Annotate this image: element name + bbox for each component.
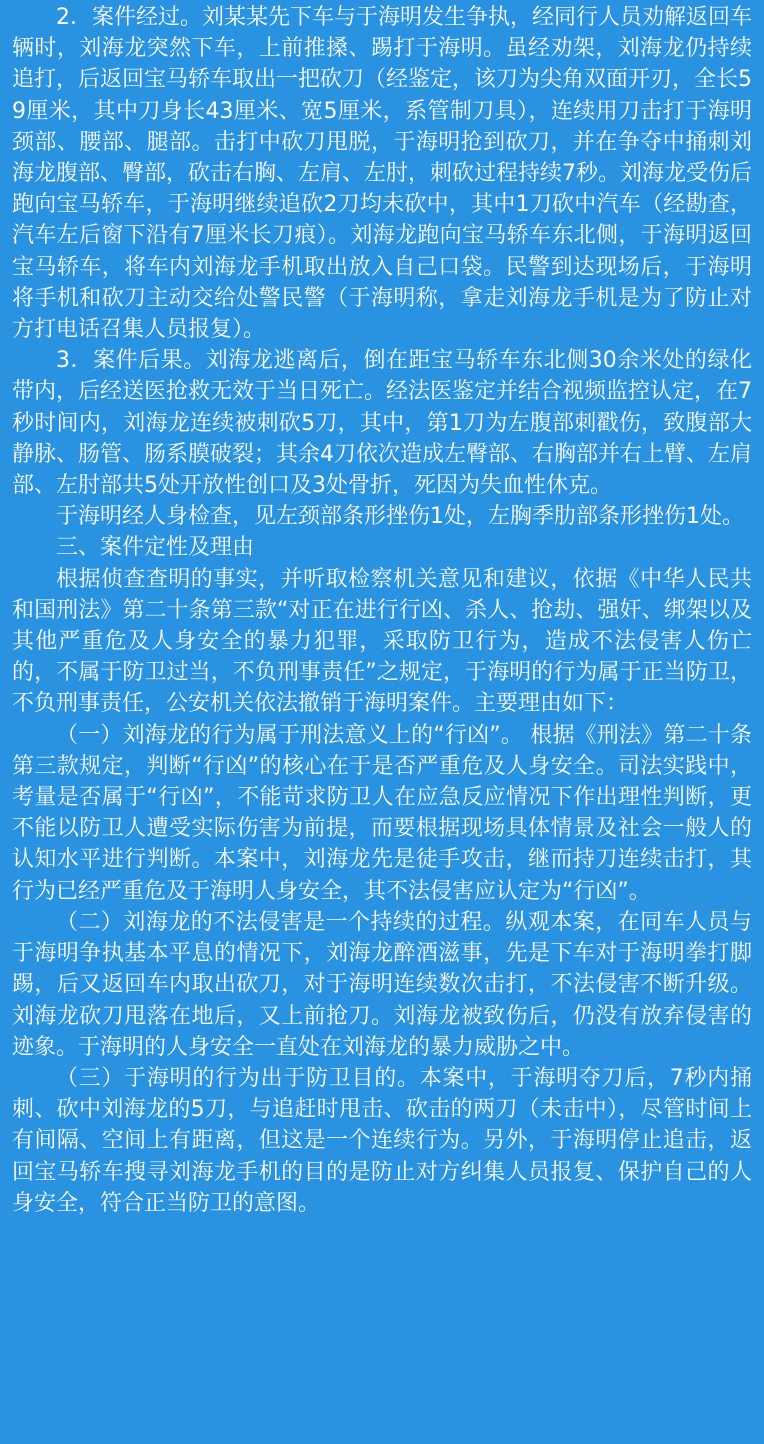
paragraph-injury-check: 于海明经人身检查，见左颈部条形挫伤1处，左胸季肋部条形挫伤1处。 xyxy=(56,504,744,530)
paragraph-reason-three: （三）于海明的行为出于防卫目的。本案中，于海明夺刀后，7秒内捅刺、砍中刘海龙的5刀，与追赶时甩击、砍击的两刀（未击中），尽管时间上有间隔、空间上有距离，但这是一个连续行为。另外，于海明停止追击，返回宝马轿车搜寻刘海龙手机的目的是防止对方纠集人员报复、保护自己的人身安全，符合正当防卫的意图。 xyxy=(12,1065,752,1216)
paragraph-reason-two: （二）刘海龙的不法侵害是一个持续的过程。纵观本案，在同车人员与于海明争执基本平息的情况下，刘海龙醉酒滋事，先是下车对于海明拳打脚踢，后又返回车内取出砍刀，对于海明连续数次击打，不法侵害不断升级。刘海龙砍刀甩落在地后，又上前抢刀。刘海龙被致伤后，仍没有放弃侵害的迹象。于海明的人身安全一直处在刘海龙的暴力威胁之中。 xyxy=(12,909,752,1060)
paragraph-reason-one: （一）刘海龙的行为属于刑法意义上的“行凶”。 根据《刑法》第二十条第三款规定，判断“行凶”的核心在于是否严重危及人身安全。司法实践中，考量是否属于“行凶”，不能苛求防卫人在应急反应情况下作出理性判断，更不能以防卫人遭受实际伤害为前提，而要根据现场具体情景及社会一般人的认知水平进行判断。本案中，刘海龙先是徒手攻击，继而持刀连续击打，其行为已经严重危及于海明人身安全，其不法侵害应认定为“行凶”。 xyxy=(12,722,752,904)
section-heading-case-nature: 三、案件定性及理由 xyxy=(56,535,255,561)
paragraph-case-consequence: 3．案件后果。刘海龙逃离后，倒在距宝马轿车东北侧30余米处的绿化带内，后经送医抢救无效于当日死亡。经法医鉴定并结合视频监控认定，在7秒时间内，刘海龙连续被刺砍5刀，其中，第1刀为左腹部刺戳伤，致腹部大静脉、肠管、肠系膜破裂；其余4刀依次造成左臀部、右胸部并右上臂、左肩部、左肘部共5处开放性创口及3处骨折，死因为失血性休克。 xyxy=(12,348,752,499)
paragraph-legal-basis: 根据侦查查明的事实，并听取检察机关意见和建议，依据《中华人民共和国刑法》第二十条第三款“对正在进行行凶、杀人、抢劫、强奸、绑架以及其他严重危及人身安全的暴力犯罪，采取防卫行为，造成不法侵害人伤亡的，不属于防卫过当，不负刑事责任”之规定，于海明的行为属于正当防卫，不负刑事责任，公安机关依法撤销于海明案件。主要理由如下： xyxy=(12,566,752,717)
paragraph-case-process: 2．案件经过。刘某某先下车与于海明发生争执，经同行人员劝解返回车辆时，刘海龙突然下车，上前推搡、踢打于海明。虽经劝架，刘海龙仍持续追打，后返回宝马轿车取出一把砍刀（经鉴定，该刀为尖角双面开刃，全长59厘米，其中刀身长43厘米、宽5厘米，系管制刀具），连续用刀击打于海明颈部、腰部、腿部。击打中砍刀甩脱，于海明抢到砍刀，并在争夺中捅刺刘海龙腹部、臀部，砍击右胸、左肩、左肘，刺砍过程持续7秒。刘海龙受伤后跑向宝马轿车，于海明继续追砍2刀均未砍中，其中1刀砍中汽车（经勘查，汽车左后窗下沿有7厘米长刀痕）。刘海龙跑向宝马轿车东北侧，于海明返回宝马轿车，将车内刘海龙手机取出放入自己口袋。民警到达现场后，于海明将手机和砍刀主动交给处警民警（于海明称，拿走刘海龙手机是为了防止对方打电话召集人员报复）。 xyxy=(12,5,752,343)
